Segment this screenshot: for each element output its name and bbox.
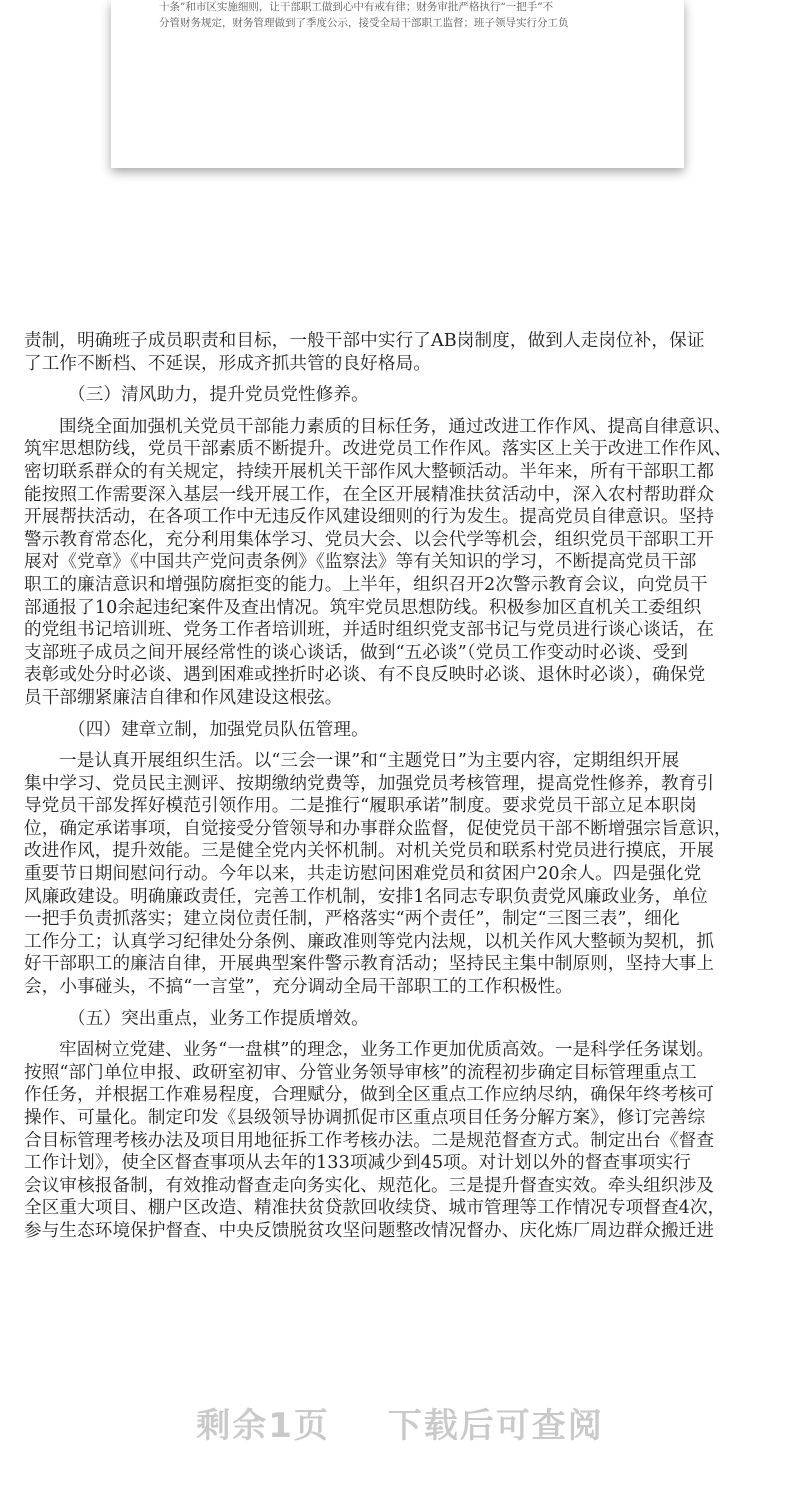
paragraph-line: 责制，明确班子成员职责和目标，一般干部中实行了AB岗制度，做到人走岗位补，保证 bbox=[24, 331, 705, 351]
paragraph-line: 部通报了10余起违纪案件及查出情况。筑牢党员思想防线。积极参加区直机关工委组织 bbox=[24, 597, 702, 618]
paragraph-line: 密切联系群众的有关规定，持续开展机关干部作风大整顿活动。半年来，所有干部职工都 bbox=[24, 461, 715, 482]
preview-line: 十条”和市区实施细则，让干部职工做到心中有戒有律；财务审批严格执行“一把手”不 bbox=[159, 1, 554, 13]
paragraph-line: 全区重大项目、棚户区改造、精准扶贫贷款回收续贷、城市管理等工作情况专项督查4次， bbox=[24, 1198, 726, 1219]
download-prompt[interactable] bbox=[0, 1398, 800, 1458]
remaining-pages-label: 剩余1页 bbox=[196, 1406, 330, 1446]
paragraph-line: 参与生态环境保护督查、中央反馈脱贫攻坚问题整改情况督办、庆化炼厂周边群众搬迁进 bbox=[24, 1220, 715, 1241]
download-to-view-label: 下载后可查阅 bbox=[387, 1406, 604, 1446]
paragraph-line: 位，确定承诺事项，自觉接受分管领导和办事群众监督，促使党员干部不断增强宗旨意识， bbox=[24, 818, 732, 839]
paragraph-line: 支部班子成员之间开展经常性的谈心谈话，做到“五必谈”（党员工作变动时必谈、受到 bbox=[24, 642, 689, 663]
paragraph-line: 按照“部门单位申报、政研室初审、分管业务领导审核”的流程初步确定目标管理重点工 bbox=[24, 1062, 697, 1083]
paragraph-line: 会议审核报备制，有效推动督查走向务实化、规范化。三是提升督查实效。牵头组织涉及 bbox=[24, 1175, 715, 1196]
paragraph-line: 能按照工作需要深入基层一线开展工作，在全区开展精准扶贫活动中，深入农村帮助群众 bbox=[24, 484, 715, 505]
paragraph-line: 一是认真开展组织生活。以“三会一课”和“主题党日”为主要内容，定期组织开展 bbox=[59, 751, 680, 772]
paragraph-line: 工作计划》，使全区督查事项从去年的133项减少到45项。对计划以外的督查事项实行 bbox=[24, 1153, 691, 1174]
paragraph-line: 牢固树立党建、业务“一盘棋”的理念，业务工作更加优质高效。一是科学任务谋划。 bbox=[59, 1040, 715, 1061]
section-heading-5: （五）突出重点，业务工作提质增效。 bbox=[68, 1008, 369, 1029]
document-preview-card bbox=[111, 0, 684, 168]
paragraph-line: 警示教育常态化，充分利用集体学习、党员大会、以会代学等机会，组织党员干部职工开 bbox=[24, 529, 715, 550]
paragraph-line: 表彰或处分时必谈、遇到困难或挫折时必谈、有不良反映时必谈、退休时必谈），确保党 bbox=[24, 665, 706, 686]
paragraph-line: 了工作不断档、不延误，形成齐抓共管的良好格局。 bbox=[24, 353, 431, 374]
paragraph-line: 的党组书记培训班、党务工作者培训班，并适时组织党支部书记与党员进行谈心谈话，在 bbox=[24, 620, 715, 641]
document-body bbox=[24, 330, 784, 1243]
paragraph-line: 好干部职工的廉洁自律，开展典型案件警示教育活动；坚持民主集中制原则，坚持大事上 bbox=[24, 954, 715, 975]
paragraph-line: 工作分工；认真学习纪律处分条例、廉政准则等党内法规，以机关作风大整顿为契机，抓 bbox=[24, 931, 715, 952]
paragraph-line: 改进作风，提升效能。三是健全党内关怀机制。对机关党员和联系村党员进行摸底，开展 bbox=[24, 841, 715, 862]
paragraph-line: 风廉政建设。明确廉政责任，完善工作机制，安排1名同志专职负责党风廉政业务，单位 bbox=[24, 886, 708, 907]
paragraph-line: 员干部绷紧廉洁自律和作风建设这根弦。 bbox=[24, 687, 343, 708]
paragraph-line: 合目标管理考核办法及项目用地征拆工作考核办法。二是规范督查方式。制定出台《督查 bbox=[24, 1130, 715, 1151]
paragraph-line: 会，小事碰头，不搞“一言堂”，充分调动全局干部职工的工作积极性。 bbox=[24, 977, 574, 998]
paragraph-line: 操作、可量化。制定印发《县级领导协调抓促市区重点项目任务分解方案》，修订完善综 bbox=[24, 1108, 706, 1128]
paragraph-line: 作任务，并根据工作难易程度，合理赋分，做到全区重点工作应纳尽纳，确保年终考核可 bbox=[24, 1085, 715, 1106]
paragraph-line: 一把手负责抓落实；建立岗位责任制，严格落实“两个责任”，制定“三图三表”，细化 bbox=[24, 909, 680, 930]
paragraph-line: 集中学习、党员民主测评、按期缴纳党费等，加强党员考核管理，提高党性修养，教育引 bbox=[24, 773, 715, 794]
paragraph-line: 重要节日期间慰问行动。今年以来，共走访慰问困难党员和贫困户20余人。四是强化党 bbox=[24, 864, 702, 885]
preview-line: 分管财务规定，财务管理做到了季度公示，接受全局干部职工监督；班子领导实行分工负 bbox=[159, 17, 569, 29]
section-heading-3: （三）清风助力，提升党员党性修养。 bbox=[68, 385, 369, 406]
paragraph-line: 展对《党章》《中国共产党问责条例》《监察法》等有关知识的学习，不断提高党员干部 bbox=[24, 552, 697, 573]
paragraph-line: 筑牢思想防线，党员干部素质不断提升。改进党员工作作风。落实区上关于改进工作作风、 bbox=[24, 439, 732, 460]
paragraph-line: 开展帮扶活动，在各项工作中无违反作风建设细则的行为发生。提高党员自律意识。坚持 bbox=[24, 507, 715, 528]
section-heading-4: （四）建章立制，加强党员队伍管理。 bbox=[68, 719, 369, 740]
paragraph-line: 围绕全面加强机关党员干部能力素质的目标任务，通过改进工作作风、提高自律意识、 bbox=[59, 416, 732, 437]
paragraph-line: 导党员干部发挥好模范引领作用。二是推行“履职承诺”制度。要求党员干部立足本职岗 bbox=[24, 796, 697, 817]
paragraph-line: 职工的廉洁意识和增强防腐拒变的能力。上半年，组织召开2次警示教育会议，向党员干 bbox=[24, 574, 708, 595]
